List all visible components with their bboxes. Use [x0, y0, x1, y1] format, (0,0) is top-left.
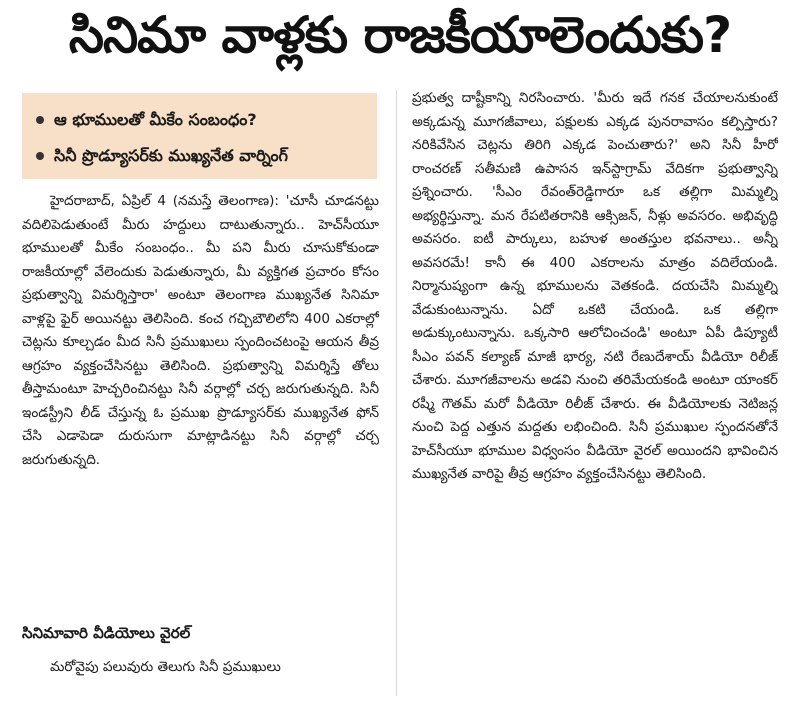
highlight-text: ఆ భూములతో మీకేం సంబంధం?: [54, 110, 257, 129]
article-column-left: [22, 190, 379, 630]
article-paragraph-tail: మరోవైపు పలువురు తెలుగు సినీ ప్రముఖులు: [50, 659, 281, 675]
highlights-box: [22, 93, 377, 179]
headline: సినిమా వాళ్లకు రాజకీయాలెందుకు?: [68, 5, 732, 64]
bullet-icon: [36, 116, 44, 124]
article-paragraph: ప్రభుత్వ దాష్టీకాన్ని నిరసించారు. 'మీరు ఇదే గనక చేయాలనుకుంటే అక్కడున్న మూగజీవాలు, పక్షులకు ఎక్కడ పునరావాసం కల్పిస్తారు? నరికివేసిన చెట్లను తిరిగి ఎక్కడ పెంచుతారు?' అని సినీ హీరో రాంచరణ్ సతీమణి ఉపాసన ఇన్‌స్టాగ్రామ్ వేదికగా ప్రభుత్వాన్ని ప్రశ్నించారు. 'సీఎం రేవంత్‌రెడ్డిగారూ ఒక తల్లిగా మిమ్మల్ని అభ్యర్థిస్తున్నా. మన రేపటితరానికి ఆక్సిజన్, నీళ్లు అవసరం. అభివృద్ధి అవసరం. ఐటీ పార్కులు, బహుళ అంతస్తుల భవనాలు.. అన్నీ అవసరమే! కానీ ఈ 400 ఎకరాలను మాత్రం వదిలేయండి. నిర్మానుష్యంగా ఉన్న భూములను వెతకండి. దయచేసి మిమ్మల్ని వేడుకుంటున్నాను. ఏదో ఒకటి చేయండి. ఒక తల్లిగా అడుక్కుంటున్నాను. ఒక్కసారి ఆలోచించండి' అంటూ ఏపీ డిప్యూటీ సీఎం పవన్ కల్యాణ్ మాజీ భార్య, నటి రేణుదేశాయ్ వీడియో రిలీజ్ చేశారు. మూగజీవాలను అడవి నుంచి తరిమేయకండి అంటూ యాంకర్ రష్మీ గౌతమ్ మరో వీడియో రిలీజ్ చేశారు. ఈ వీడియోలకు నెటిజన్ల నుంచి పెద్ద ఎత్తున మద్దతు లభించింది. సినీ ప్రముఖుల స్పందనతోనే హెచ్‌సీయూ భూముల విధ్వంసం వీడియో వైరల్ అయిందని భావించిన ముఖ్యనేత వారిపై తీవ్ర ఆగ్రహం వ్యక్తంచేసినట్టు తెలిసింది.: [412, 90, 778, 482]
article-column-right: [412, 87, 778, 699]
highlight-text: సినీ ప్రొడ్యూసర్‌కు ముఖ్యనేత వార్నింగ్: [54, 146, 288, 165]
article-paragraph: హైదరాబాద్, ఏప్రిల్ 4 (నమస్తే తెలంగాణ): 'చూసీ చూడనట్టు వదిలిపెడుతుంటే మీరు హద్దులు దాటుతున్నారు.. హెచ్‌సీయూ భూములతో మీకేం సంబంధం.. మీ పని మీరు చూసుకోకుండా రాజకీయాల్లో వేలెందుకు పెడుతున్నారు, మీ వ్యక్తిగత ప్రచారం కోసం ప్రభుత్వాన్ని విమర్శిస్తారా' అంటూ తెలంగాణ ముఖ్యనేత సినిమా వాళ్లపై ఫైర్ అయినట్టు తెలిసింది. కంచ గచ్చిబౌలిలోని 400 ఎకరాల్లో చెట్లను కూల్చడం మీద సినీ ప్రముఖులు స్పందించటంపై ఆయన తీవ్ర ఆగ్రహం వ్యక్తంచేసినట్టు తెలిసింది. ప్రభుత్వాన్ని విమర్శిస్తే తోలు తీస్తామంటూ హెచ్చరించినట్టు సినీ వర్గాల్లో చర్చ జరుగుతున్నది. సినీ ఇండస్ట్రీని లీడ్ చేస్తున్న ఓ ప్రముఖ ప్రొడ్యూసర్‌కు ముఖ్యనేత ఫోన్ చేసి ఎడాపెడా దురుసుగా మాట్లాడినట్టు సినీ వర్గాల్లో చర్చ జరుగుతున్నది.: [22, 193, 379, 468]
highlight-item: [36, 102, 367, 138]
highlight-item: [36, 138, 367, 174]
bullet-icon: [36, 152, 44, 160]
article-subheading: సినిమావారి వీడియోలు వైరల్: [22, 624, 191, 642]
column-divider: [396, 90, 397, 696]
